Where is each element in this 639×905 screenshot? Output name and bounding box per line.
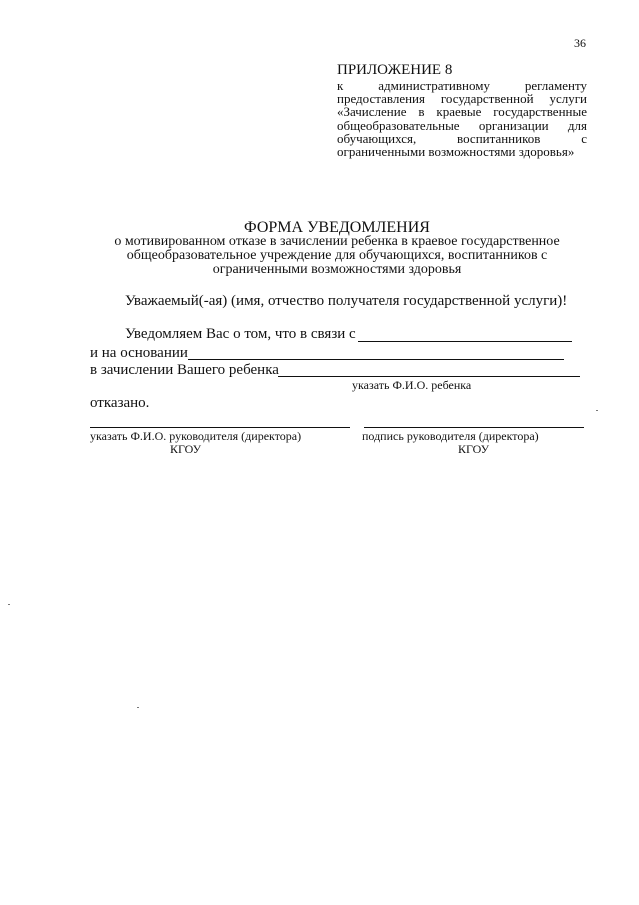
appendix-title: ПРИЛОЖЕНИЕ 8 (337, 62, 453, 78)
basis-label: и на основании (90, 345, 188, 361)
reason-label: Уведомляем Вас о том, что в связи с (125, 326, 356, 342)
child-name-field[interactable] (278, 376, 580, 377)
reason-field[interactable] (358, 341, 572, 342)
appendix-block (337, 62, 587, 158)
child-name-hint: указать Ф.И.О. ребенка (352, 378, 472, 392)
scan-speck (596, 410, 598, 411)
scan-speck (8, 604, 10, 605)
basis-field[interactable] (188, 359, 564, 360)
director-signature-caption: подпись руководителя (директора) (362, 429, 539, 443)
scan-speck (137, 707, 139, 708)
director-name-org: КГОУ (170, 442, 202, 456)
form-title: ФОРМА УВЕДОМЛЕНИЯ (244, 219, 430, 236)
greeting: Уважаемый(-ая) (имя, отчество получателя государственной услуги)! (125, 293, 568, 309)
child-label: в зачислении Вашего ребенка (90, 362, 279, 378)
form-subtitle: о мотивированном отказе в зачислении ребенка в краевое государственное общеобразовательное учреждение для обучающихся, воспитанников с ограниченными возможностями здоровья (114, 234, 560, 277)
director-signature-field[interactable] (364, 427, 584, 428)
director-signature-org: КГОУ (458, 442, 490, 456)
director-name-field[interactable] (90, 427, 350, 428)
page-number: 36 (574, 36, 586, 50)
appendix-text: к административному регламенту предоставления государственной услуги «Зачисление в краевые государственные общеобразовательные организации для обучающихся, воспитанников с ограниченными возможностями здоровья» (337, 78, 587, 160)
director-name-caption: указать Ф.И.О. руководителя (директора) (90, 429, 302, 443)
refused-text: отказано. (90, 395, 150, 411)
